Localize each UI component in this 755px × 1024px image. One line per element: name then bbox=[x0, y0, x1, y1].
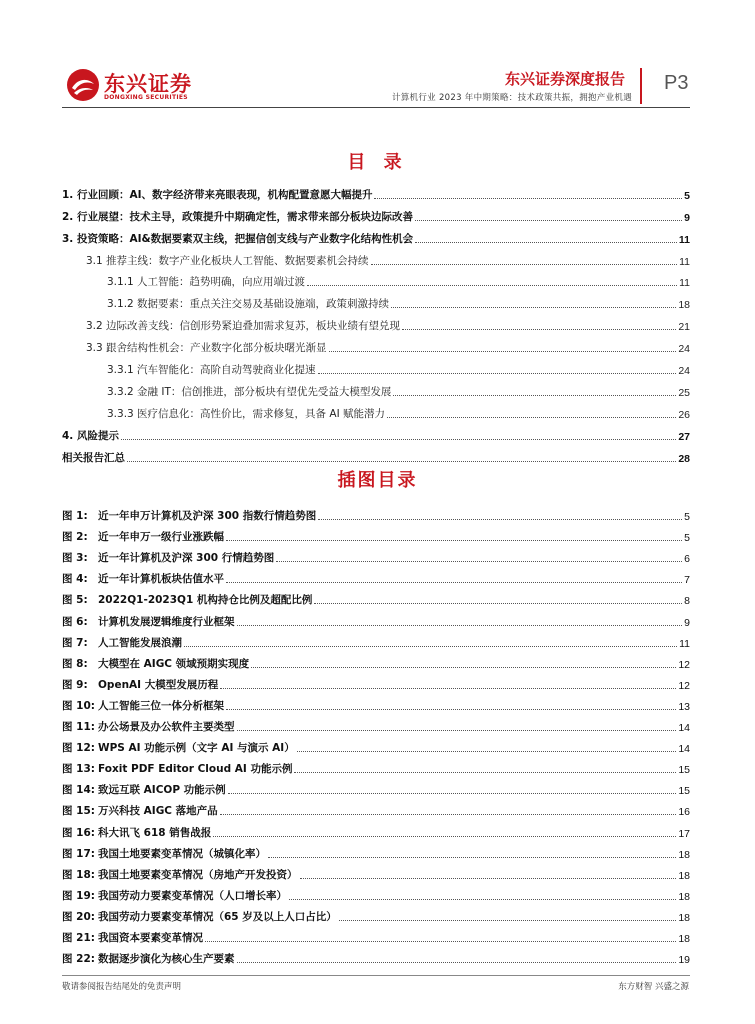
figure-entry[interactable]: 图 18: 我国土地要素变革情况（房地产开发投资） 18 bbox=[62, 868, 690, 882]
figure-entry[interactable]: 图 7: 人工智能发展浪潮 11 bbox=[62, 636, 690, 650]
figure-entry[interactable]: 图 1: 近一年申万计算机及沪深 300 指数行情趋势图 5 bbox=[62, 510, 690, 524]
table-of-contents bbox=[62, 180, 690, 465]
figure-entry[interactable]: 图 12: WPS AI 功能示例（文字 AI 与演示 AI） 14 bbox=[62, 742, 690, 756]
figure-entry[interactable]: 图 11: 办公场景及办公软件主要类型 14 bbox=[62, 721, 690, 735]
figure-entry[interactable]: 图 22: 数据逐步演化为核心生产要素 19 bbox=[62, 953, 690, 967]
figure-entry[interactable]: 图 15: 万兴科技 AIGC 落地产品 16 bbox=[62, 805, 690, 819]
figure-entry[interactable]: 图 13: Foxit PDF Editor Cloud AI 功能示例 15 bbox=[62, 763, 690, 777]
list-of-figures bbox=[62, 502, 690, 966]
page-number: P3 bbox=[664, 72, 689, 94]
footer-disclaimer: 敬请参阅报告结尾处的免责声明 bbox=[62, 982, 182, 992]
logo-english-name: DONGXING SECURITIES bbox=[104, 94, 188, 101]
header-rule bbox=[62, 107, 690, 108]
figure-entry[interactable]: 图 4: 近一年计算机板块估值水平 7 bbox=[62, 573, 690, 587]
toc-entry[interactable]: 1. 行业回顾：AI、数字经济带来亮眼表现，机构配置意愿大幅提升 5 bbox=[62, 188, 690, 202]
figure-entry[interactable]: 图 17: 我国土地要素变革情况（城镇化率） 18 bbox=[62, 847, 690, 861]
report-brand: 东兴证券深度报告 bbox=[504, 70, 625, 88]
toc-entry[interactable]: 3.3.1 汽车智能化：高阶自动驾驶商业化提速 24 bbox=[107, 364, 690, 378]
figure-entry[interactable]: 图 3: 近一年计算机及沪深 300 行情趋势图 6 bbox=[62, 552, 690, 566]
toc-entry[interactable]: 4. 风险提示 27 bbox=[62, 429, 690, 443]
figure-entry[interactable]: 图 6: 计算机发展逻辑维度行业框架 9 bbox=[62, 615, 690, 629]
toc-entry[interactable]: 3. 投资策略：AI&数据要素双主线，把握信创支线与产业数字化结构性机会 11 bbox=[62, 232, 690, 246]
toc-entry[interactable]: 3.3.2 金融 IT：信创推进，部分板块有望优先受益大模型发展 25 bbox=[107, 385, 690, 399]
header-divider bbox=[640, 68, 642, 104]
figure-entry[interactable]: 图 9: OpenAI 大模型发展历程 12 bbox=[62, 678, 690, 692]
footer-rule bbox=[62, 975, 690, 976]
toc-entry[interactable]: 3.3.3 医疗信息化：高性价比，需求修复，具备 AI 赋能潜力 26 bbox=[107, 407, 690, 421]
toc-title: 目 录 bbox=[347, 152, 408, 173]
toc-entry[interactable]: 2. 行业展望：技术主导，政策提升中期确定性，需求带来部分板块边际改善 9 bbox=[62, 210, 690, 224]
logo-chinese-name: 东兴证券 bbox=[104, 72, 192, 96]
dongxing-logo-icon bbox=[66, 68, 100, 102]
figure-entry[interactable]: 图 2: 近一年申万一级行业涨跌幅 5 bbox=[62, 531, 690, 545]
figure-entry[interactable]: 图 20: 我国劳动力要素变革情况（65 岁及以上人口占比） 18 bbox=[62, 910, 690, 924]
toc-entry[interactable]: 3.1 推荐主线：数字产业化板块人工智能、数据要素机会持续 11 bbox=[86, 254, 690, 268]
toc-entry[interactable]: 3.2 边际改善支线：信创形势紧迫叠加需求复苏，板块业绩有望兑现 21 bbox=[86, 320, 690, 334]
figures-title: 插图目录 bbox=[337, 470, 418, 491]
toc-entry[interactable]: 3.1.1 人工智能：趋势明确，向应用端过渡 11 bbox=[107, 276, 690, 290]
figure-entry[interactable]: 图 8: 大模型在 AIGC 领域预期实现度 12 bbox=[62, 657, 690, 671]
toc-entry[interactable]: 相关报告汇总 28 bbox=[62, 451, 690, 465]
figure-entry[interactable]: 图 19: 我国劳动力要素变革情况（人口增长率） 18 bbox=[62, 889, 690, 903]
report-subtitle: 计算机行业 2023 年中期策略：技术政策共振，拥抱产业机遇 bbox=[391, 93, 632, 103]
figure-entry[interactable]: 图 10: 人工智能三位一体分析框架 13 bbox=[62, 699, 690, 713]
toc-entry[interactable]: 3.1.2 数据要素：重点关注交易及基础设施端，政策刺激持续 18 bbox=[107, 298, 690, 312]
figure-entry[interactable]: 图 5: 2022Q1-2023Q1 机构持仓比例及超配比例 8 bbox=[62, 594, 690, 608]
figure-entry[interactable]: 图 21: 我国资本要素变革情况 18 bbox=[62, 931, 690, 945]
page-header bbox=[0, 0, 755, 110]
footer-slogan: 东方财智 兴盛之源 bbox=[618, 982, 689, 992]
figure-entry[interactable]: 图 14: 致远互联 AICOP 功能示例 15 bbox=[62, 784, 690, 798]
toc-entry[interactable]: 3.3 跟舍结构性机会：产业数字化部分板块曙光渐显 24 bbox=[86, 342, 690, 356]
figure-entry[interactable]: 图 16: 科大讯飞 618 销售战报 17 bbox=[62, 826, 690, 840]
company-logo bbox=[66, 66, 192, 106]
